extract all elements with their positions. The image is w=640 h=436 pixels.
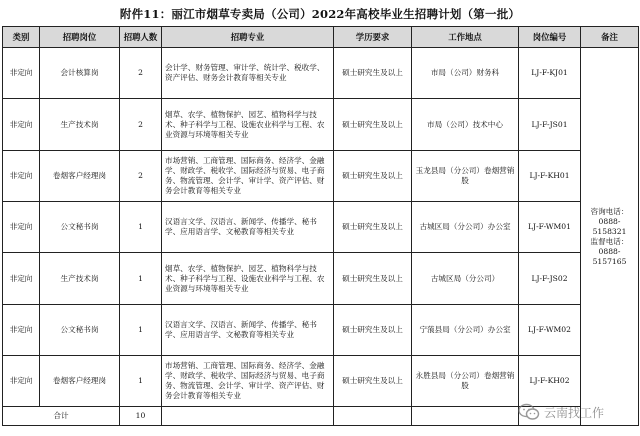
note-consult-label: 咨询电话： [590, 206, 629, 216]
cell-code: LJ-F-WM01 [519, 202, 581, 253]
cell-count: 1 [120, 202, 162, 253]
cell-count: 2 [120, 99, 162, 150]
cell-count: 2 [120, 150, 162, 201]
cell-major: 市场营销、工商管理、国际商务、经济学、金融学、财政学、税收学、国际经济与贸易、电子商务、物流管理、会计学、审计学、资产评估、财务会计教育等相关专业 [162, 150, 334, 201]
header-category: 类别 [3, 27, 40, 48]
cell-major: 市场营销、工商管理、国际商务、经济学、金融学、财政学、税收学、国际经济与贸易、电子商务、物流管理、会计学、审计学、资产评估、财务会计教育等相关专业 [162, 356, 334, 407]
cell-code: LJ-F-KJ01 [519, 48, 581, 99]
wechat-icon [518, 403, 540, 421]
header-education: 学历要求 [334, 27, 412, 48]
total-empty-cell [412, 407, 519, 426]
cell-location: 市局（公司）技术中心 [412, 99, 519, 150]
total-label: 合计 [3, 407, 120, 426]
header-note: 备注 [581, 27, 639, 48]
document-title: 附件11：丽江市烟草专卖局（公司）2022年高校毕业生招聘计划（第一批） [119, 7, 521, 21]
header-code: 岗位编号 [519, 27, 581, 48]
table-row [3, 356, 639, 407]
cell-count: 2 [120, 48, 162, 99]
table-row [3, 150, 639, 201]
cell-education: 硕士研究生及以上 [334, 48, 412, 99]
table-row [3, 99, 639, 150]
cell-education: 硕士研究生及以上 [334, 304, 412, 355]
cell-code: LJ-F-KH01 [519, 150, 581, 201]
cell-category: 非定向 [3, 150, 40, 201]
header-major: 招聘专业 [162, 27, 334, 48]
cell-education: 硕士研究生及以上 [334, 99, 412, 150]
cell-position: 卷烟客户经理岗 [40, 356, 120, 407]
cell-location: 古城区局（分公司）办公室 [412, 202, 519, 253]
table-row [3, 48, 639, 99]
table-row [3, 304, 639, 355]
cell-category: 非定向 [3, 99, 40, 150]
cell-major: 会计学、财务管理、审计学、统计学、税收学、资产评估、财务会计教育等相关专业 [162, 48, 334, 99]
cell-location: 宁蒗县局（分公司）办公室 [412, 304, 519, 355]
header-position: 招聘岗位 [40, 27, 120, 48]
total-count: 10 [120, 407, 162, 426]
cell-position: 生产技术岗 [40, 253, 120, 304]
cell-code: LJ-F-WM02 [519, 304, 581, 355]
note-consult-phone: 0888-5158321 [592, 216, 627, 236]
watermark [518, 401, 638, 423]
header-count: 招聘人数 [120, 27, 162, 48]
cell-education: 硕士研究生及以上 [334, 253, 412, 304]
cell-location: 古城区局（分公司） [412, 253, 519, 304]
table-row [3, 253, 639, 304]
table-row [3, 202, 639, 253]
cell-category: 非定向 [3, 253, 40, 304]
cell-category: 非定向 [3, 48, 40, 99]
cell-category: 非定向 [3, 356, 40, 407]
cell-count: 1 [120, 356, 162, 407]
cell-position: 会计核算岗 [40, 48, 120, 99]
cell-location: 市局（公司）财务科 [412, 48, 519, 99]
cell-count: 1 [120, 304, 162, 355]
watermark-text: 云南找工作 [544, 405, 605, 420]
note-supervise-phone: 0888-5157165 [592, 246, 627, 266]
cell-position: 公文秘书岗 [40, 304, 120, 355]
cell-major: 汉语言文学、汉语言、新闻学、传播学、秘书学、应用语言学、文秘教育等相关专业 [162, 202, 334, 253]
cell-major: 汉语言文学、汉语言、新闻学、传播学、秘书学、应用语言学、文秘教育等相关专业 [162, 304, 334, 355]
cell-major: 烟草、农学、植物保护、园艺、植物科学与技术、种子科学与工程、设施农业科学与工程、农业资源与环境等相关专业 [162, 99, 334, 150]
header-location: 工作地点 [412, 27, 519, 48]
cell-major: 烟草、农学、植物保护、园艺、植物科学与技术、种子科学与工程、设施农业科学与工程、农业资源与环境等相关专业 [162, 253, 334, 304]
cell-note [581, 48, 639, 426]
cell-code: LJ-F-KH02 [519, 356, 581, 407]
cell-position: 生产技术岗 [40, 99, 120, 150]
total-empty-cell [162, 407, 334, 426]
cell-code: LJ-F-JS01 [519, 99, 581, 150]
cell-category: 非定向 [3, 304, 40, 355]
cell-code: LJ-F-JS02 [519, 253, 581, 304]
header-row [3, 27, 639, 48]
cell-count: 1 [120, 253, 162, 304]
cell-position: 卷烟客户经理岗 [40, 150, 120, 201]
cell-education: 硕士研究生及以上 [334, 150, 412, 201]
cell-education: 硕士研究生及以上 [334, 356, 412, 407]
total-empty-cell [334, 407, 412, 426]
note-supervise-label: 监督电话： [590, 236, 629, 246]
cell-position: 公文秘书岗 [40, 202, 120, 253]
cell-education: 硕士研究生及以上 [334, 202, 412, 253]
cell-category: 非定向 [3, 202, 40, 253]
recruitment-table [2, 26, 639, 426]
cell-location: 玉龙县局（分公司）卷烟营销股 [412, 150, 519, 201]
cell-location: 永胜县局（分公司）卷烟营销股 [412, 356, 519, 407]
